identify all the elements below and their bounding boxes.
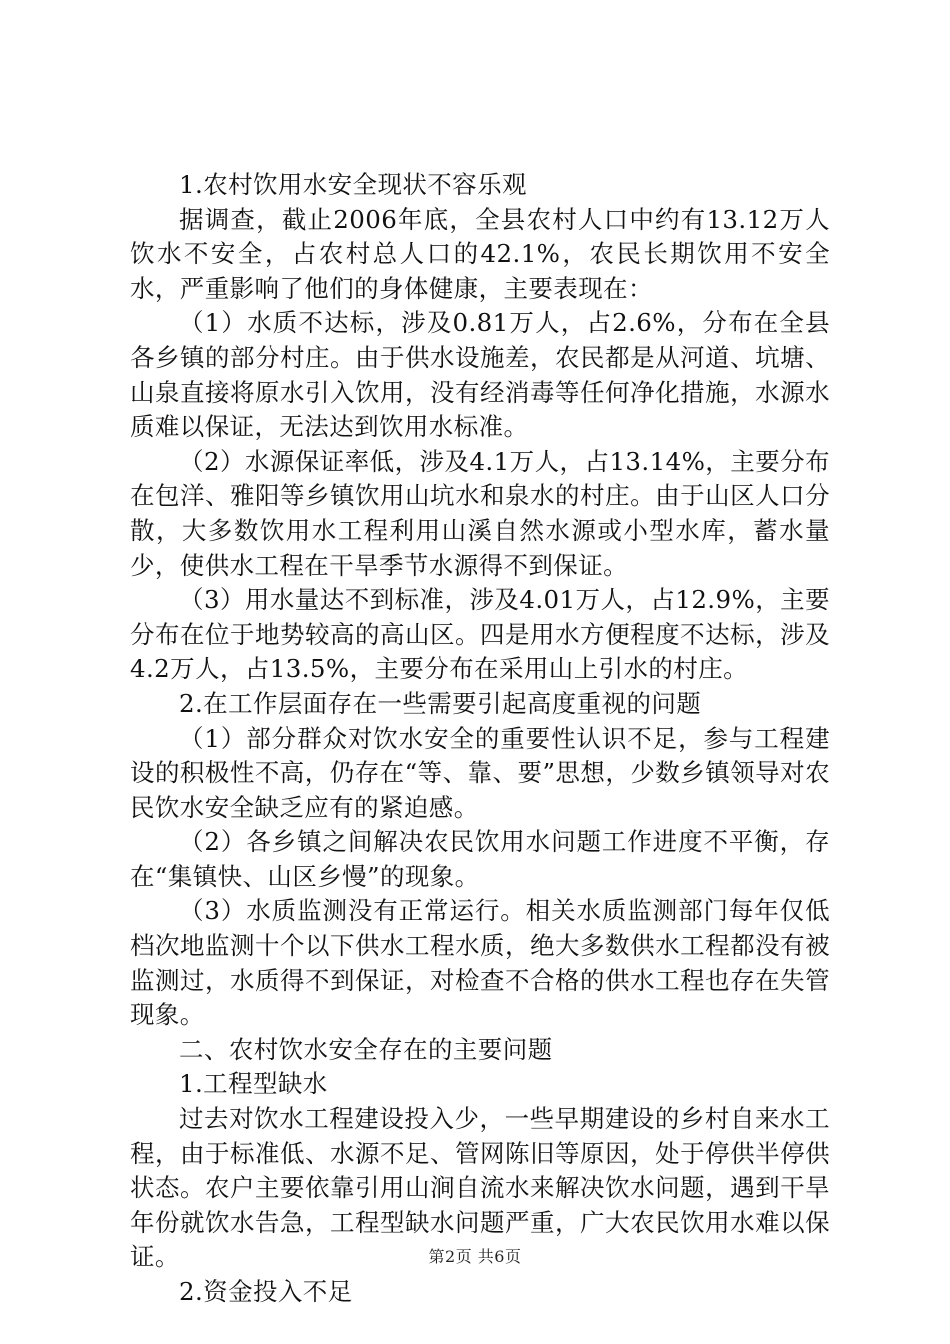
subheading-insufficient-funding: 2.资金投入不足 [179,1277,353,1306]
subheading-engineering-shortage: 1.工程型缺水 [179,1069,328,1099]
paragraph-awareness: （1）部分群众对饮水安全的重要性认识不足，参与工程建设的积极性不高，仍存在“等、靠、要”思想，少数乡镇领导对农民饮水安全缺乏应有的紧迫感。 [130,723,830,822]
paragraph-water-volume: （3）用水量达不到标准，涉及4.01万人，占12.9%，主要分布在位于地势较高的高山区。四是用水方便程度不达标，涉及4.2万人，占13.5%，主要分布在采用山上引水的村庄。 [130,585,830,684]
section-heading-main-problems: 二、农村饮水安全存在的主要问题 [179,1034,553,1064]
paragraph-quality-monitoring: （3）水质监测没有正常运行。相关水质监测部门每年仅低档次地监测十个以下供水工程水质，绝大多数供水工程都没有被监测过，水质得不到保证，对检查不合格的供水工程也存在失管现象。 [130,896,830,1030]
section-heading-drinking-water-status: 1.农村饮用水安全现状不容乐观 [179,170,527,199]
document-body [130,168,830,1310]
page-number-footer: 第2页 共6页 [428,1247,522,1266]
section-heading-work-issues: 2.在工作层面存在一些需要引起高度重视的问题 [179,688,702,718]
paragraph-survey-summary: 据调查，截止2006年底，全县农村人口中约有13.12万人饮水不安全，占农村总人口的42.1%，农民长期饮用不安全水，严重影响了他们的身体健康，主要表现在： [130,204,830,303]
paragraph-engineering-shortage: 过去对饮水工程建设投入少，一些早期建设的乡村自来水工程，由于标准低、水源不足、管网陈旧等原因，处于停供半停供状态。农户主要依靠引用山涧自流水来解决饮水问题，遇到干旱年份就饮水告急，工程型缺水问题严重，广大农民饮用水难以保证。 [130,1104,830,1272]
paragraph-water-quality: （1）水质不达标，涉及0.81万人，占2.6%，分布在全县各乡镇的部分村庄。由于供水设施差，农民都是从河道、坑塘、山泉直接将原水引入饮用，没有经消毒等任何净化措施，水源水质难以保证，无法达到饮用水标准。 [130,308,830,442]
paragraph-progress-imbalance: （2）各乡镇之间解决农民饮用水问题工作进度不平衡，存在“集镇快、山区乡慢”的现象。 [130,827,830,891]
paragraph-water-source: （2）水源保证率低，涉及4.1万人，占13.14%，主要分布在包洋、雅阳等乡镇饮用山坑水和泉水的村庄。由于山区人口分散，大多数饮用水工程利用山溪自然水源或小型水库，蓄水量少，使供水工程在干旱季节水源得不到保证。 [130,446,830,580]
